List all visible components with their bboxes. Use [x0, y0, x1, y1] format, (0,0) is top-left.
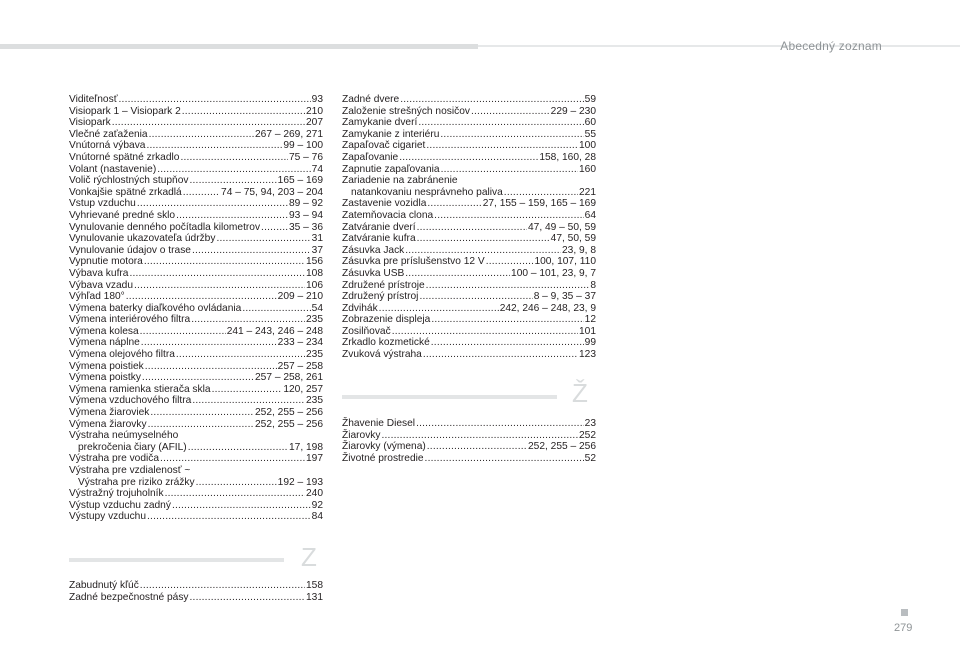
leader-dots: [182, 106, 305, 118]
page-number: 279: [894, 622, 913, 634]
page-title: Abecedný zoznam: [780, 39, 882, 53]
index-entry-pages: 47, 50, 59: [550, 233, 596, 245]
leader-dots: [417, 222, 527, 234]
index-entry-name: Vyhrievané predné sklo: [69, 209, 176, 221]
index-entry-name: Zabudnutý kľúč: [69, 580, 139, 591]
index-entry-pages: 267 – 269, 271: [255, 128, 323, 140]
index-entry: [69, 453, 323, 465]
index-entry: [342, 94, 596, 106]
index-entry-name: Výmena vzduchového filtra: [69, 395, 192, 407]
index-entry-pages: 106: [306, 279, 323, 291]
leader-dots: [427, 198, 481, 210]
index-entry-pages: 8 – 9, 35 – 37: [533, 291, 596, 303]
index-entry: [69, 500, 323, 512]
index-entry-pages: 156: [306, 256, 323, 268]
leader-dots: [176, 210, 288, 222]
index-entry-name: Vynulovanie ukazovateľa údržby: [69, 233, 216, 245]
index-entry-pages: 47, 49 – 50, 59: [528, 221, 596, 233]
index-entry-pages: 89 – 92: [289, 198, 323, 210]
index-entry-pages: 242, 246 – 248, 23, 9: [499, 302, 596, 314]
index-entry-pages: 257 – 258, 261: [255, 372, 323, 384]
index-entry-name: Výstraha pre riziko zrážky: [78, 476, 195, 488]
index-entry-pages: 123: [579, 349, 596, 361]
index-entry: [69, 384, 323, 396]
leader-dots: [140, 580, 305, 592]
index-entry-name: Výmena náplne: [69, 337, 140, 349]
index-entry: [69, 175, 323, 187]
leader-dots: [417, 233, 550, 245]
leader-dots: [142, 372, 254, 384]
index-entry-name: Vnútorné spätné zrkadlo: [69, 151, 180, 163]
index-entry: [69, 106, 323, 118]
leader-dots: [441, 164, 578, 176]
leader-dots: [242, 303, 310, 315]
leader-dots: [157, 164, 310, 176]
index-entry-pages: 92: [311, 499, 323, 511]
index-entry-pages: 64: [584, 209, 596, 221]
leader-dots: [431, 337, 584, 349]
index-entry-pages: 252, 255 – 256: [255, 418, 323, 430]
leader-dots: [426, 140, 578, 152]
leader-dots: [440, 129, 583, 141]
index-entry-pages: 37: [311, 244, 323, 256]
index-entry-name: Výmena poistky: [69, 372, 141, 384]
index-entry: [69, 349, 323, 361]
index-entry-pages: 74: [311, 163, 323, 175]
index-entry: [342, 418, 596, 430]
index-entry-name: Volič rýchlostných stupňov: [69, 175, 189, 187]
leader-dots: [434, 210, 583, 222]
index-entry-name: Zadné bezpečnostné pásy: [69, 591, 189, 603]
index-entry-name: Výmena interiérového filtra: [69, 314, 191, 326]
index-entry-name: Zosilňovač: [342, 325, 391, 337]
index-entry-name: Zdvihák: [342, 302, 378, 314]
index-entry: [342, 326, 596, 338]
index-entry: [69, 140, 323, 152]
index-entry: [69, 465, 323, 477]
index-entry-name: Volant (nastavenie): [69, 163, 157, 175]
index-entry: [342, 198, 596, 210]
leader-dots: [196, 477, 277, 489]
index-entry-name: Združené prístroje: [342, 279, 425, 291]
index-entry-name: Zastavenie vozidla: [342, 198, 427, 210]
index-entry-pages: 120, 257: [283, 383, 323, 395]
index-entry-name: Visiopark: [69, 117, 111, 129]
leader-dots: [382, 430, 579, 442]
leader-dots: [176, 349, 305, 361]
index-entry-name: Vlečné zaťaženia: [69, 128, 148, 140]
index-entry: [69, 488, 323, 500]
leader-dots: [400, 94, 583, 106]
leader-dots: [216, 233, 310, 245]
index-entry-name: Vonkajšie spätné zrkadlá: [69, 186, 182, 198]
index-entry: [69, 580, 323, 592]
leader-dots: [192, 395, 305, 407]
index-entry-name: Založenie strešných nosičov: [342, 105, 470, 117]
index-entry-pages: 158: [306, 580, 323, 591]
leader-dots: [405, 245, 561, 257]
index-entry-name: Výhľad 180°: [69, 291, 125, 303]
index-entry-name: Žiarovky (výmena): [342, 441, 426, 453]
index-entry: [69, 291, 323, 303]
index-entry-name: prekročenia čiary (AFIL): [78, 441, 187, 453]
leader-dots: [191, 314, 305, 326]
leader-dots: [134, 280, 305, 292]
leader-dots: [180, 152, 288, 164]
index-entry-name: Výstraha pre vodiča: [69, 453, 160, 465]
section-z-letter: Z: [301, 542, 317, 572]
leader-dots: [165, 488, 305, 500]
index-entry-pages: 235: [306, 395, 323, 407]
index-entry: [69, 361, 323, 373]
leader-dots: [119, 94, 311, 106]
index-entry-pages: 100: [579, 140, 596, 152]
index-entry-pages: 75 – 76: [289, 151, 323, 163]
index-entry-name: Výmena žiarovky: [69, 418, 147, 430]
leader-dots: [149, 129, 254, 141]
index-entry: [342, 210, 596, 222]
index-entry: [342, 233, 596, 245]
index-entry-pages: 233 – 234: [277, 337, 323, 349]
index-entry-pages: 74 – 75, 94, 203 – 204: [221, 186, 323, 198]
section-z-entries: [69, 580, 323, 603]
index-entry-name: Výstražný trojuholník: [69, 488, 164, 500]
index-entry-name: Vnútorná výbava: [69, 140, 146, 152]
leader-dots: [425, 453, 584, 465]
index-entry: [342, 106, 596, 118]
index-entry-name: Vstup vzduchu: [69, 198, 136, 210]
header-bar: [0, 44, 478, 49]
leader-dots: [419, 291, 532, 303]
index-entry: [342, 337, 596, 349]
index-entry-pages: 210: [306, 105, 323, 117]
index-entry: [69, 314, 323, 326]
index-entry: [69, 94, 323, 106]
index-entry: [69, 245, 323, 257]
index-entry-pages: 252, 255 – 256: [528, 441, 596, 453]
index-entry: [69, 303, 323, 315]
index-entry-pages: 54: [311, 302, 323, 314]
index-entry: [69, 268, 323, 280]
index-entry-name: Zobrazenie displeja: [342, 314, 431, 326]
index-entry-pages: 12: [584, 314, 596, 326]
index-entry: [69, 198, 323, 210]
leader-dots: [188, 442, 288, 454]
index-entry-pages: 158, 160, 28: [539, 151, 596, 163]
index-entry: [69, 395, 323, 407]
index-entry-pages: 252: [579, 429, 596, 441]
index-entry-pages: 55: [584, 128, 596, 140]
index-entry: [69, 117, 323, 129]
index-entry-name: Žhavenie Diesel: [342, 418, 416, 429]
index-entry: [342, 453, 596, 465]
index-entry-name: Výbava kufra: [69, 267, 129, 279]
leader-dots: [405, 268, 510, 280]
leader-dots: [141, 337, 277, 349]
index-entry: [342, 441, 596, 453]
leader-dots: [399, 152, 538, 164]
index-entry-name: Výmena baterky diaľkového ovládania: [69, 302, 242, 314]
leader-dots: [418, 117, 583, 129]
leader-dots: [471, 106, 550, 118]
page-marker: [901, 609, 908, 616]
index-entry-pages: 60: [584, 117, 596, 129]
index-entry: [69, 592, 323, 604]
index-entry: [69, 430, 323, 442]
leader-dots: [146, 140, 282, 152]
leader-dots: [129, 268, 305, 280]
index-entry-name: Zásuvka pre príslušenstvo 12 V: [342, 256, 485, 268]
index-entry: [342, 268, 596, 280]
index-entry-pages: 235: [306, 349, 323, 361]
index-entry-name: Zásuvka Jack: [342, 244, 405, 256]
index-entry-pages: 100, 107, 110: [534, 256, 596, 268]
index-entry-pages: 197: [306, 453, 323, 465]
index-entry-pages: 99 – 100: [283, 140, 323, 152]
leader-dots: [148, 419, 254, 431]
index-entry-name: Vypnutie motora: [69, 256, 143, 268]
index-entry-name: Viditeľnosť: [69, 94, 118, 105]
index-entry-pages: 241 – 243, 246 – 248: [226, 325, 323, 337]
index-entry-name: Zadné dvere: [342, 94, 400, 105]
index-entry-name: Zamykanie dverí: [342, 117, 418, 129]
index-entry-pages: 93 – 94: [289, 209, 323, 221]
index-column-right: [342, 94, 596, 361]
index-entry-pages: 23: [584, 418, 596, 429]
index-entry: [69, 222, 323, 234]
index-entry: [69, 129, 323, 141]
index-entry-pages: 17, 198: [289, 441, 323, 453]
index-entry-pages: 207: [306, 117, 323, 129]
leader-dots: [126, 291, 277, 303]
index-entry: [342, 349, 596, 361]
index-entry: [342, 430, 596, 442]
leader-dots: [147, 511, 311, 523]
index-entry-name: Zásuvka USB: [342, 267, 405, 279]
index-entry: [342, 117, 596, 129]
index-entry: [342, 314, 596, 326]
index-entry-name: Vynulovanie údajov o trase: [69, 244, 191, 256]
index-entry: [69, 372, 323, 384]
index-entry-name: Zatváranie kufra: [342, 233, 416, 245]
leader-dots: [431, 314, 583, 326]
index-entry-name: Výstupy vzduchu: [69, 511, 147, 523]
index-entry: [342, 129, 596, 141]
index-entry-pages: 59: [584, 94, 596, 105]
leader-dots: [427, 441, 527, 453]
section-zh-entries: [342, 418, 596, 464]
leader-dots: [486, 256, 534, 268]
index-entry: [342, 222, 596, 234]
index-entry-pages: 84: [311, 511, 323, 523]
index-entry-pages: 108: [306, 267, 323, 279]
index-column-left: [69, 94, 323, 523]
index-entry-pages: 35 – 36: [289, 221, 323, 233]
index-entry-pages: 240: [306, 488, 323, 500]
index-entry-name: natankovaniu nesprávneho paliva: [351, 186, 503, 198]
index-entry: [342, 175, 596, 187]
index-entry: [69, 210, 323, 222]
index-entry-pages: 192 – 193: [277, 476, 323, 488]
index-entry-name: Výstraha neúmyselného: [69, 430, 179, 442]
index-entry-pages: 8: [590, 279, 596, 291]
leader-dots: [172, 500, 311, 512]
index-entry: [342, 164, 596, 176]
index-entry-pages: 229 – 230: [550, 105, 596, 117]
index-entry-pages: 131: [306, 591, 323, 603]
index-entry-pages: 221: [579, 186, 596, 198]
index-entry-pages: 99: [584, 337, 596, 349]
index-entry: [69, 337, 323, 349]
index-entry-name: Výstup vzduchu zadný: [69, 499, 171, 511]
index-entry: [342, 303, 596, 315]
index-entry: [69, 477, 323, 489]
index-entry-pages: 160: [579, 163, 596, 175]
index-entry: [69, 442, 323, 454]
index-entry-name: Zatemňovacia clona: [342, 209, 434, 221]
section-zh-letter: Ž: [572, 378, 588, 408]
index-entry-name: Výmena poistiek: [69, 360, 144, 372]
leader-dots: [140, 326, 226, 338]
leader-dots: [112, 117, 305, 129]
index-entry-name: Zapaľovanie: [342, 151, 399, 163]
index-entry-pages: 23, 9, 8: [562, 244, 596, 256]
header-divider: [478, 45, 960, 47]
index-entry-name: Zariadenie na zabránenie: [342, 175, 458, 187]
index-entry: [69, 256, 323, 268]
index-entry-name: Výmena kolesa: [69, 325, 139, 337]
index-entry-pages: 165 – 169: [277, 175, 323, 187]
leader-dots: [261, 222, 288, 234]
leader-dots: [189, 175, 276, 187]
leader-dots: [145, 361, 277, 373]
index-entry-pages: 235: [306, 314, 323, 326]
leader-dots: [416, 418, 584, 430]
leader-dots: [423, 349, 578, 361]
index-entry-name: Životné prostredie: [342, 452, 424, 464]
leader-dots: [212, 384, 283, 396]
index-entry-name: Výmena žiaroviek: [69, 407, 150, 419]
index-entry: [69, 511, 323, 523]
leader-dots: [192, 245, 311, 257]
index-entry-pages: 27, 155 – 159, 165 – 169: [482, 198, 596, 210]
index-entry: [342, 140, 596, 152]
index-entry: [69, 326, 323, 338]
leader-dots: [392, 326, 578, 338]
leader-dots: [504, 187, 578, 199]
index-entry-name: Zvuková výstraha: [342, 349, 422, 361]
leader-dots: [190, 592, 305, 604]
leader-dots: [183, 187, 220, 199]
index-entry-name: Zatváranie dverí: [342, 221, 416, 233]
index-entry-pages: 52: [584, 452, 596, 464]
index-entry-name: Výmena ramienka stierača skla: [69, 383, 211, 395]
index-entry-name: Zamykanie z interiéru: [342, 128, 440, 140]
index-entry-pages: 100 – 101, 23, 9, 7: [511, 267, 596, 279]
section-zh-divider: [342, 395, 557, 399]
index-entry-name: Zrkadlo kozmetické: [342, 337, 430, 349]
index-entry: [69, 164, 323, 176]
index-entry: [69, 187, 323, 199]
index-entry: [69, 419, 323, 431]
index-entry: [69, 152, 323, 164]
index-entry: [342, 245, 596, 257]
index-entry-pages: 209 – 210: [277, 291, 323, 303]
index-entry: [342, 152, 596, 164]
index-entry-name: Visiopark 1 – Visiopark 2: [69, 105, 181, 117]
index-entry: [69, 407, 323, 419]
leader-dots: [137, 198, 288, 210]
index-entry: [342, 291, 596, 303]
index-entry-name: Zapnutie zapaľovania: [342, 163, 440, 175]
index-entry-name: Združený prístroj: [342, 291, 419, 303]
index-entry-pages: 31: [311, 233, 323, 245]
index-entry-name: Výmena olejového filtra: [69, 349, 175, 361]
index-entry-pages: 257 – 258: [277, 360, 323, 372]
section-z-divider: [69, 558, 284, 562]
index-entry-pages: 101: [579, 325, 596, 337]
index-entry: [69, 280, 323, 292]
index-entry-name: Vynulovanie denného počítadla kilometrov: [69, 221, 261, 233]
index-entry-name: Výbava vzadu: [69, 279, 133, 291]
leader-dots: [150, 407, 254, 419]
leader-dots: [144, 256, 305, 268]
leader-dots: [379, 303, 499, 315]
index-entry-name: Výstraha pre vzdialenosť ~: [69, 465, 191, 476]
index-entry-pages: 252, 255 – 256: [255, 407, 323, 419]
index-entry-name: Zapaľovač cigariet: [342, 140, 426, 152]
index-entry-pages: 93: [311, 94, 323, 105]
index-entry-name: Žiarovky: [342, 429, 381, 441]
index-entry: [69, 233, 323, 245]
leader-dots: [426, 280, 590, 292]
index-entry: [342, 256, 596, 268]
leader-dots: [160, 453, 305, 465]
index-entry: [342, 280, 596, 292]
index-entry: [342, 187, 596, 199]
